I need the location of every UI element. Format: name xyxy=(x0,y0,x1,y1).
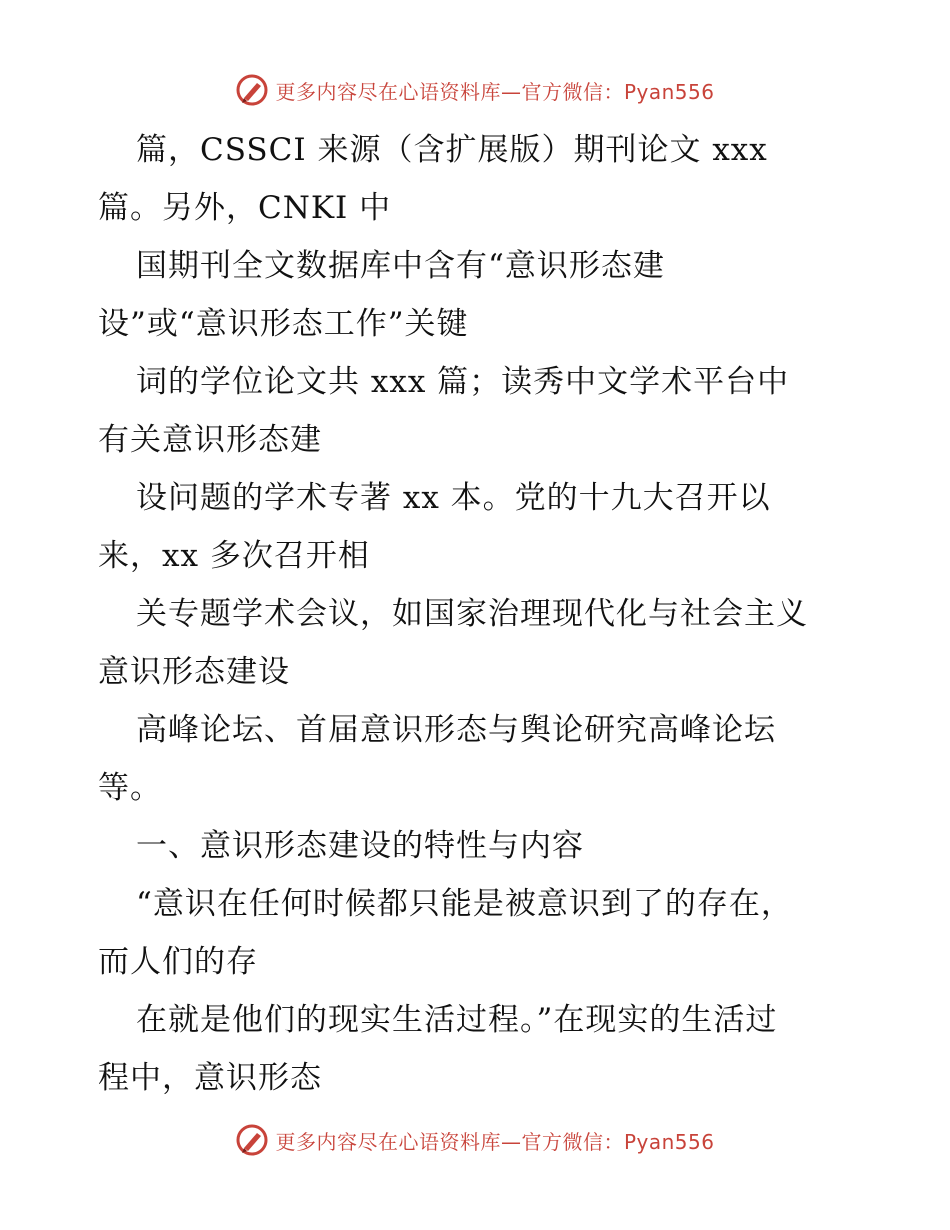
text-line: 有关意识形态建 xyxy=(98,422,322,458)
text-line: 高峰论坛、首届意识形态与舆论研究高峰论坛 xyxy=(136,712,776,748)
text-line: 关专题学术会议，如国家治理现代化与社会主义 xyxy=(136,596,808,632)
text-line: 设”或“意识形态工作”关键 xyxy=(98,306,469,342)
text-line: 篇，CSSCI 来源（含扩展版）期刊论文 xxx xyxy=(136,132,768,168)
text-line: 程中，意识形态 xyxy=(98,1060,322,1096)
footer-banner xyxy=(0,1120,950,1160)
text-line: 国期刊全文数据库中含有“意识形态建 xyxy=(136,248,665,284)
text-line: 设问题的学术专著 xx 本。党的十九大召开以 xyxy=(136,480,771,516)
text-line: “意识在任何时候都只能是被意识到了的存在， xyxy=(136,886,793,922)
banner-text: 更多内容尽在心语资料库—官方微信：Pyan556 xyxy=(275,79,715,104)
text-line: 在就是他们的现实生活过程。”在现实的生活过 xyxy=(136,1002,778,1038)
pen-logo-icon xyxy=(235,73,269,107)
text-line: 等。 xyxy=(98,770,162,806)
pen-logo-icon xyxy=(235,1123,269,1157)
section-heading: 一、意识形态建设的特性与内容 xyxy=(136,828,584,864)
text-line: 而人们的存 xyxy=(98,944,258,980)
header-banner xyxy=(0,70,950,110)
text-line: 来，xx 多次召开相 xyxy=(98,538,370,574)
banner-text: 更多内容尽在心语资料库—官方微信：Pyan556 xyxy=(275,1129,715,1154)
text-line: 篇。另外，CNKI 中 xyxy=(98,190,392,226)
text-line: 词的学位论文共 xxx 篇；读秀中文学术平台中 xyxy=(136,364,790,400)
text-line: 意识形态建设 xyxy=(98,654,290,690)
